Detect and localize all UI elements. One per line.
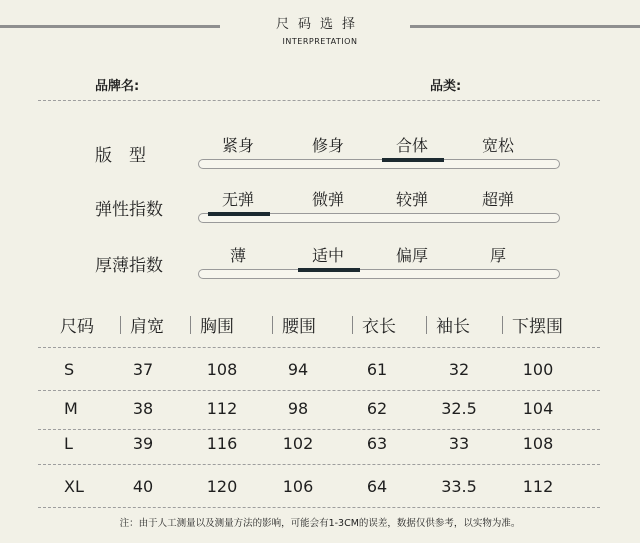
scale-label: 厚薄指数 xyxy=(95,256,163,276)
category-label: 品类: xyxy=(430,79,462,94)
table-header-separator xyxy=(502,316,503,334)
brand-label: 品牌名: xyxy=(95,79,140,94)
table-cell: 38 xyxy=(132,399,154,418)
table-cell: 37 xyxy=(132,360,154,379)
table-cell: 64 xyxy=(366,477,388,496)
scale-label: 版 型 xyxy=(95,146,146,166)
table-header-cell: 下摆围 xyxy=(512,317,563,337)
table-header-cell: 尺码 xyxy=(60,317,94,337)
table-cell: 40 xyxy=(132,477,154,496)
table-cell: 112 xyxy=(522,477,554,496)
table-row-divider xyxy=(38,507,600,508)
table-cell: 108 xyxy=(206,360,238,379)
scale-track xyxy=(198,269,560,279)
scale-label: 弹性指数 xyxy=(95,200,163,220)
table-row-divider xyxy=(38,429,600,430)
table-cell: 62 xyxy=(366,399,388,418)
scale-option: 适中 xyxy=(311,246,344,265)
table-row-divider xyxy=(38,464,600,465)
table-cell: 116 xyxy=(206,434,238,453)
scale-selected-marker xyxy=(298,268,360,272)
scale-option: 超弹 xyxy=(481,190,514,209)
table-cell: 104 xyxy=(522,399,554,418)
scale-track xyxy=(198,159,560,169)
scale-option: 合体 xyxy=(395,136,428,155)
table-cell: L xyxy=(64,434,73,453)
table-header-separator xyxy=(352,316,353,334)
table-cell: 108 xyxy=(522,434,554,453)
table-header-separator xyxy=(120,316,121,334)
table-cell: 120 xyxy=(206,477,238,496)
scale-selected-marker xyxy=(382,158,444,162)
table-cell: 63 xyxy=(366,434,388,453)
table-cell: 32 xyxy=(448,360,470,379)
scale-option: 紧身 xyxy=(221,136,254,155)
table-cell: M xyxy=(64,399,78,418)
scale-option: 修身 xyxy=(311,136,344,155)
table-divider xyxy=(38,347,600,348)
table-cell: XL xyxy=(64,477,84,496)
table-cell: 100 xyxy=(522,360,554,379)
scale-option: 偏厚 xyxy=(395,246,428,265)
scale-option: 较弹 xyxy=(395,190,428,209)
table-header-cell: 袖长 xyxy=(436,317,470,337)
table-cell: 94 xyxy=(287,360,309,379)
scale-selected-marker xyxy=(208,212,270,216)
table-cell: 33.5 xyxy=(441,477,477,496)
table-header-cell: 腰围 xyxy=(282,317,316,337)
table-header-cell: 衣长 xyxy=(362,317,396,337)
divider xyxy=(38,100,600,101)
table-cell: 98 xyxy=(287,399,309,418)
table-header-cell: 肩宽 xyxy=(130,317,164,337)
measurement-note: 注：由于人工测量以及测量方法的影响，可能会有1-3CM的误差，数据仅供参考，以实物为准。 xyxy=(119,518,521,529)
scale-option: 宽松 xyxy=(481,136,514,155)
table-cell: 106 xyxy=(282,477,314,496)
table-cell: 112 xyxy=(206,399,238,418)
page-subtitle: INTERPRETATION xyxy=(282,37,358,46)
table-cell: 32.5 xyxy=(441,399,477,418)
scale-option: 薄 xyxy=(229,246,246,265)
table-cell: 39 xyxy=(132,434,154,453)
table-header-separator xyxy=(272,316,273,334)
table-cell: 33 xyxy=(448,434,470,453)
page-title: 尺码选择 xyxy=(275,17,364,32)
scale-option: 无弹 xyxy=(221,190,254,209)
scale-option: 厚 xyxy=(489,246,506,265)
table-cell: 61 xyxy=(366,360,388,379)
table-header-separator xyxy=(426,316,427,334)
table-cell: 102 xyxy=(282,434,314,453)
table-cell: S xyxy=(64,360,75,379)
table-row-divider xyxy=(38,390,600,391)
scale-option: 微弹 xyxy=(311,190,344,209)
table-header-cell: 胸围 xyxy=(200,317,234,337)
table-header-separator xyxy=(190,316,191,334)
